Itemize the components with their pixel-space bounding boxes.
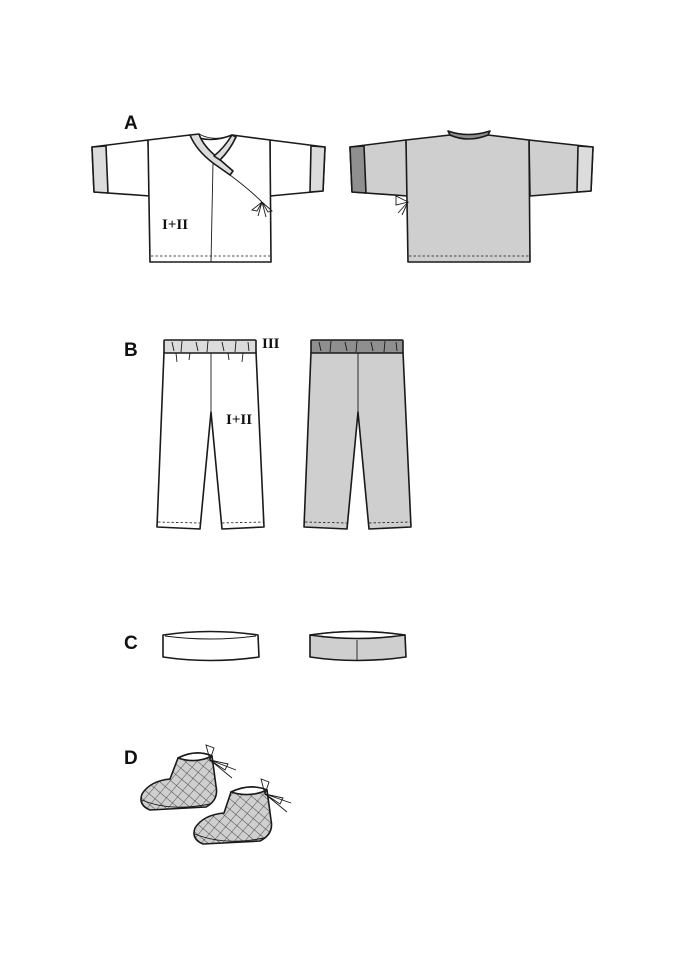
jacket-back-right-cuff <box>577 146 593 192</box>
pants-back-legs <box>304 352 411 529</box>
section-a <box>92 113 593 262</box>
pants-waistband-piece-label: III <box>262 336 280 352</box>
section-c-letter: C <box>124 633 138 654</box>
jacket-front-right-cuff <box>310 146 325 192</box>
section-d <box>124 745 291 844</box>
jacket-front-view <box>92 134 325 262</box>
jacket-back-view <box>350 131 593 262</box>
jacket-front-left-cuff <box>92 146 108 193</box>
section-a-letter: A <box>124 113 138 134</box>
bootie-back <box>141 745 236 810</box>
pants-front-legs <box>157 352 264 529</box>
section-b-letter: B <box>124 340 138 361</box>
headband-back-view <box>310 632 406 661</box>
headband-front-view <box>163 632 259 661</box>
section-d-letter: D <box>124 748 138 769</box>
jacket-front-piece-label: I+II <box>162 217 189 233</box>
section-c <box>124 632 406 661</box>
pants-back-view <box>304 340 411 529</box>
pants-front-waistband <box>164 340 256 353</box>
jacket-back-body <box>406 135 530 262</box>
headband-back-inner-edge <box>310 632 405 639</box>
jacket-back-left-cuff <box>350 146 366 193</box>
pants-front-piece-label: I+II <box>226 412 253 428</box>
section-b <box>124 336 411 529</box>
pants-front-view <box>157 336 280 529</box>
headband-front-outer <box>163 632 259 661</box>
bootie-back-body <box>141 753 217 810</box>
